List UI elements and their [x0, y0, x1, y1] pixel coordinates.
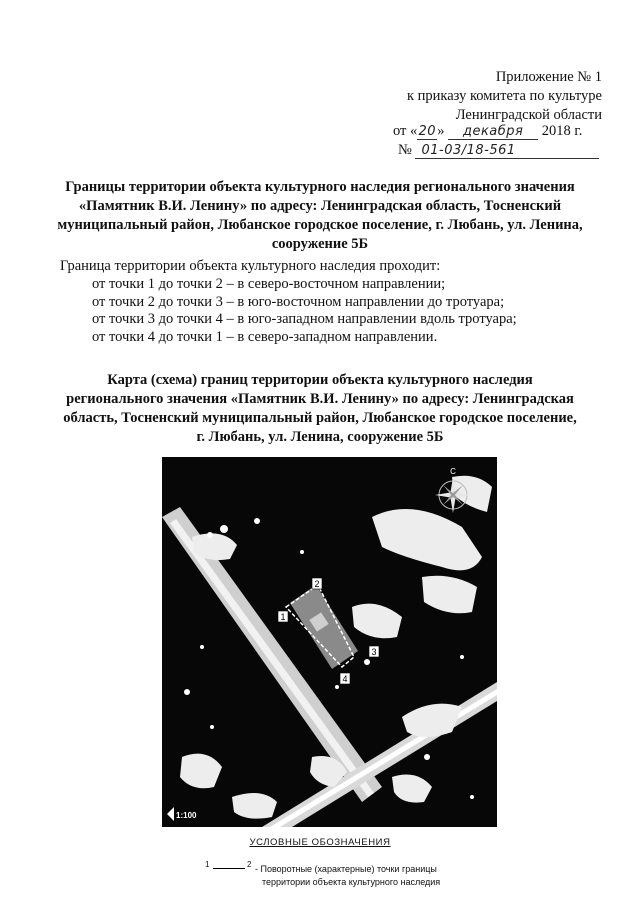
date-month: декабря [448, 124, 538, 140]
description-item: от точки 4 до точки 1 – в северо-западном направлении. [92, 329, 438, 345]
date-year: 2018 г. [541, 123, 583, 139]
compass-icon [435, 467, 471, 513]
compass-label: С [450, 467, 456, 476]
point-marker [312, 578, 322, 589]
legend-line [213, 868, 245, 869]
monument-site [290, 585, 358, 669]
date-prefix: от « [393, 123, 418, 139]
point-label-2: 2 [314, 579, 320, 589]
point-label-1: 1 [280, 612, 286, 622]
date-day: 20 [418, 124, 437, 139]
map-title-line-2: регионального значения «Памятник В.И. Ленину» по адресу: Ленинградская [66, 391, 574, 407]
title-line-2: «Памятник В.И. Ленину» по адресу: Ленинградская область, Тосненский [78, 198, 562, 214]
point-label-3: 3 [371, 647, 377, 657]
point-marker [340, 673, 350, 684]
legend-sample [205, 860, 253, 874]
description-intro: Граница территории объекта культурного наследия проходит: [60, 258, 441, 274]
point-marker [278, 611, 288, 622]
map-image [162, 457, 497, 827]
order-number [398, 142, 603, 164]
date-mid: » [437, 123, 445, 139]
description-item: от точки 1 до точки 2 – в северо-восточном направлении; [92, 276, 446, 292]
point-label-4: 4 [342, 674, 348, 684]
legend-sample-end: 2 [247, 860, 252, 869]
document-title [40, 178, 600, 254]
title-line-3: муниципальный район, Любанское городское поселение, г. Любань, ул. Ленина, [57, 217, 583, 233]
map-title-line-1: Карта (схема) границ территории объекта культурного наследия [107, 372, 533, 388]
scale-marker [167, 807, 197, 821]
boundary-map [162, 457, 497, 827]
point-marker [369, 646, 379, 657]
legend-text-1: - Поворотные (характерные) точки границы [255, 864, 437, 874]
map-title-line-3: область, Тосненский муниципальный район, Любанское городское поселение, [63, 410, 577, 426]
legend-title: УСЛОВНЫЕ ОБОЗНАЧЕНИЯ [249, 837, 391, 848]
description-item: от точки 3 до точки 4 – в юго-западном направлении вдоль тротуара; [92, 311, 517, 327]
map-title-line-4: г. Любань, ул. Ленина, сооружение 5Б [196, 429, 444, 445]
region-name: Ленинградской области [455, 107, 602, 123]
title-line-4: сооружение 5Б [271, 236, 369, 252]
legend-text-2: территории объекта культурного наследия [262, 877, 441, 887]
description-item: от точки 2 до точки 3 – в юго-восточном направлении до тротуара; [92, 294, 505, 310]
number-prefix: № [398, 142, 412, 158]
map-title [40, 371, 600, 447]
title-line-1: Границы территории объекта культурного наследия регионального значения [65, 179, 575, 195]
number-value: 01-03/18-561 [415, 143, 599, 159]
legend-sample-start: 1 [205, 860, 210, 869]
order-reference: к приказу комитета по культуре [406, 88, 602, 104]
map-scale: 1:100 [176, 811, 197, 820]
appendix-label: Приложение № 1 [495, 69, 602, 85]
